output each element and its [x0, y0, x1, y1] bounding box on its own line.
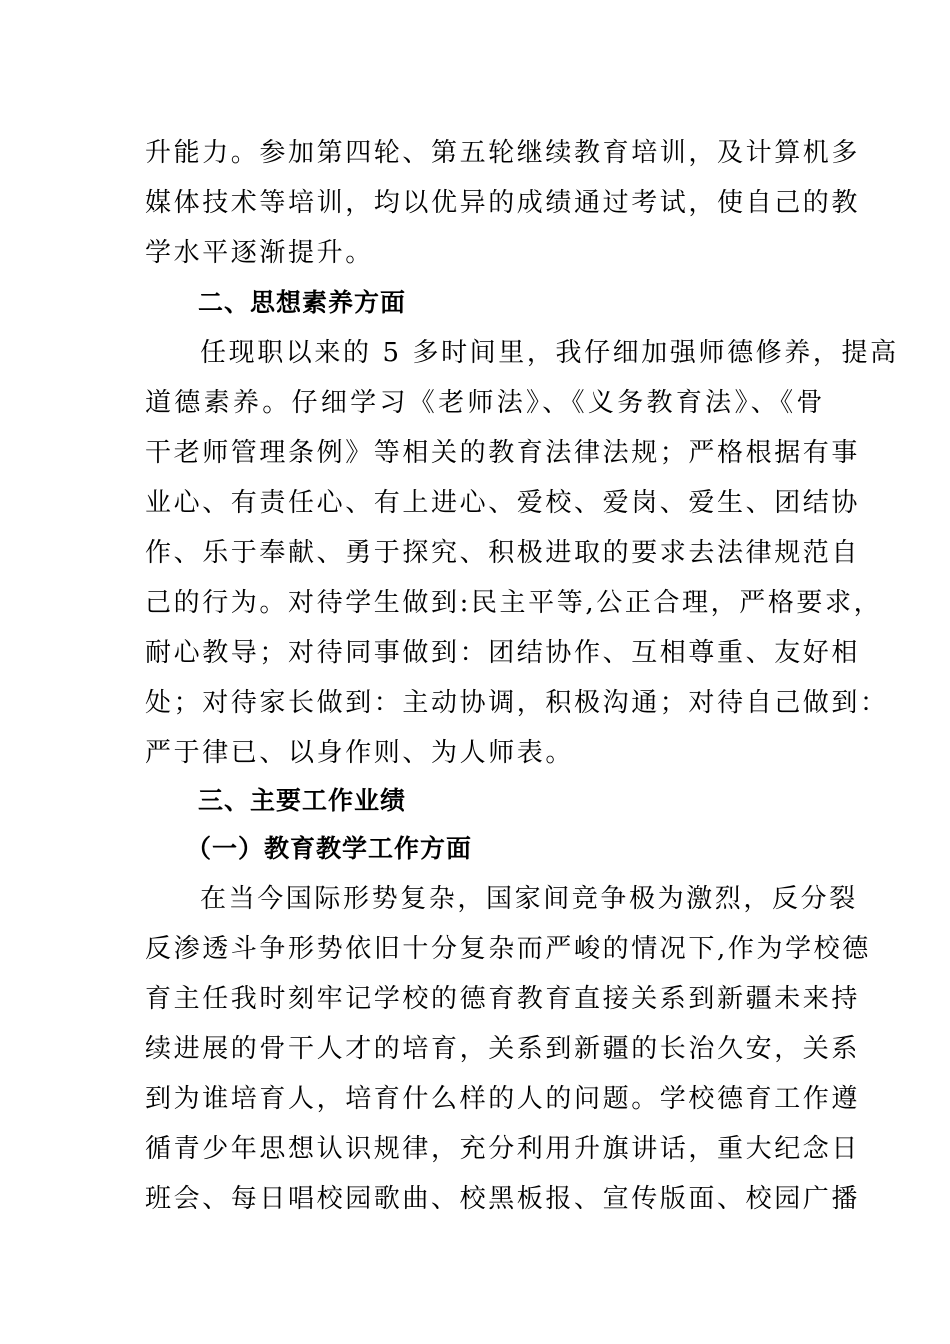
paragraph-line: 耐心教导；对待同事做到：团结协作、互相尊重、友好相	[145, 638, 861, 668]
paragraph-line: 育主任我时刻牢记学校的德育教育直接关系到新疆未来持	[145, 984, 861, 1014]
paragraph-line: 干老师管理条例》等相关的教育法律法规；严格根据有事	[145, 438, 861, 468]
subsection-heading: （一）教育教学工作方面	[186, 834, 473, 863]
paragraph-line: 续进展的骨干人才的培育，关系到新疆的长治久安，关系	[145, 1034, 861, 1064]
paragraph-line: 作、乐于奉献、勇于探究、积极进取的要求去法律规范自	[145, 538, 861, 568]
paragraph-line: 循青少年思想认识规律，充分利用升旗讲话，重大纪念日	[145, 1134, 861, 1164]
paragraph-line: 己的行为。对待学生做到:民主平等,公正合理，严格要求，	[145, 588, 883, 618]
paragraph-line: 到为谁培育人，培育什么样的人的问题。学校德育工作遵	[145, 1084, 861, 1114]
paragraph-line: 班会、每日唱校园歌曲、校黑板报、宣传版面、校园广播	[145, 1184, 861, 1214]
paragraph-line: 升能力。参加第四轮、第五轮继续教育培训，及计算机多	[145, 138, 861, 168]
section-heading: 二、思想素养方面	[198, 288, 407, 317]
paragraph-line: 处；对待家长做到：主动协调，积极沟通；对待自己做到：	[145, 688, 889, 718]
section-heading: 三、主要工作业绩	[198, 786, 407, 815]
paragraph-line: 反渗透斗争形势依旧十分复杂而严峻的情况下,作为学校德	[145, 934, 871, 964]
paragraph-line: 在当今国际形势复杂，国家间竞争极为激烈，反分裂	[200, 884, 858, 914]
paragraph-line: 严于律已、以身作则、为人师表。	[145, 738, 575, 768]
paragraph-line: 任现职以来的 5 多时间里，我仔细加强师德修养，提高	[200, 338, 899, 368]
paragraph-line: 媒体技术等培训，均以优异的成绩通过考试，使自己的教	[145, 188, 861, 218]
paragraph-line: 学水平逐渐提升。	[145, 238, 374, 268]
paragraph-line: 业心、有责任心、有上进心、爱校、爱岗、爱生、团结协	[145, 488, 861, 518]
paragraph-line: 道德素养。仔细学习《老师法》、《义务教育法》、《骨	[145, 388, 825, 418]
